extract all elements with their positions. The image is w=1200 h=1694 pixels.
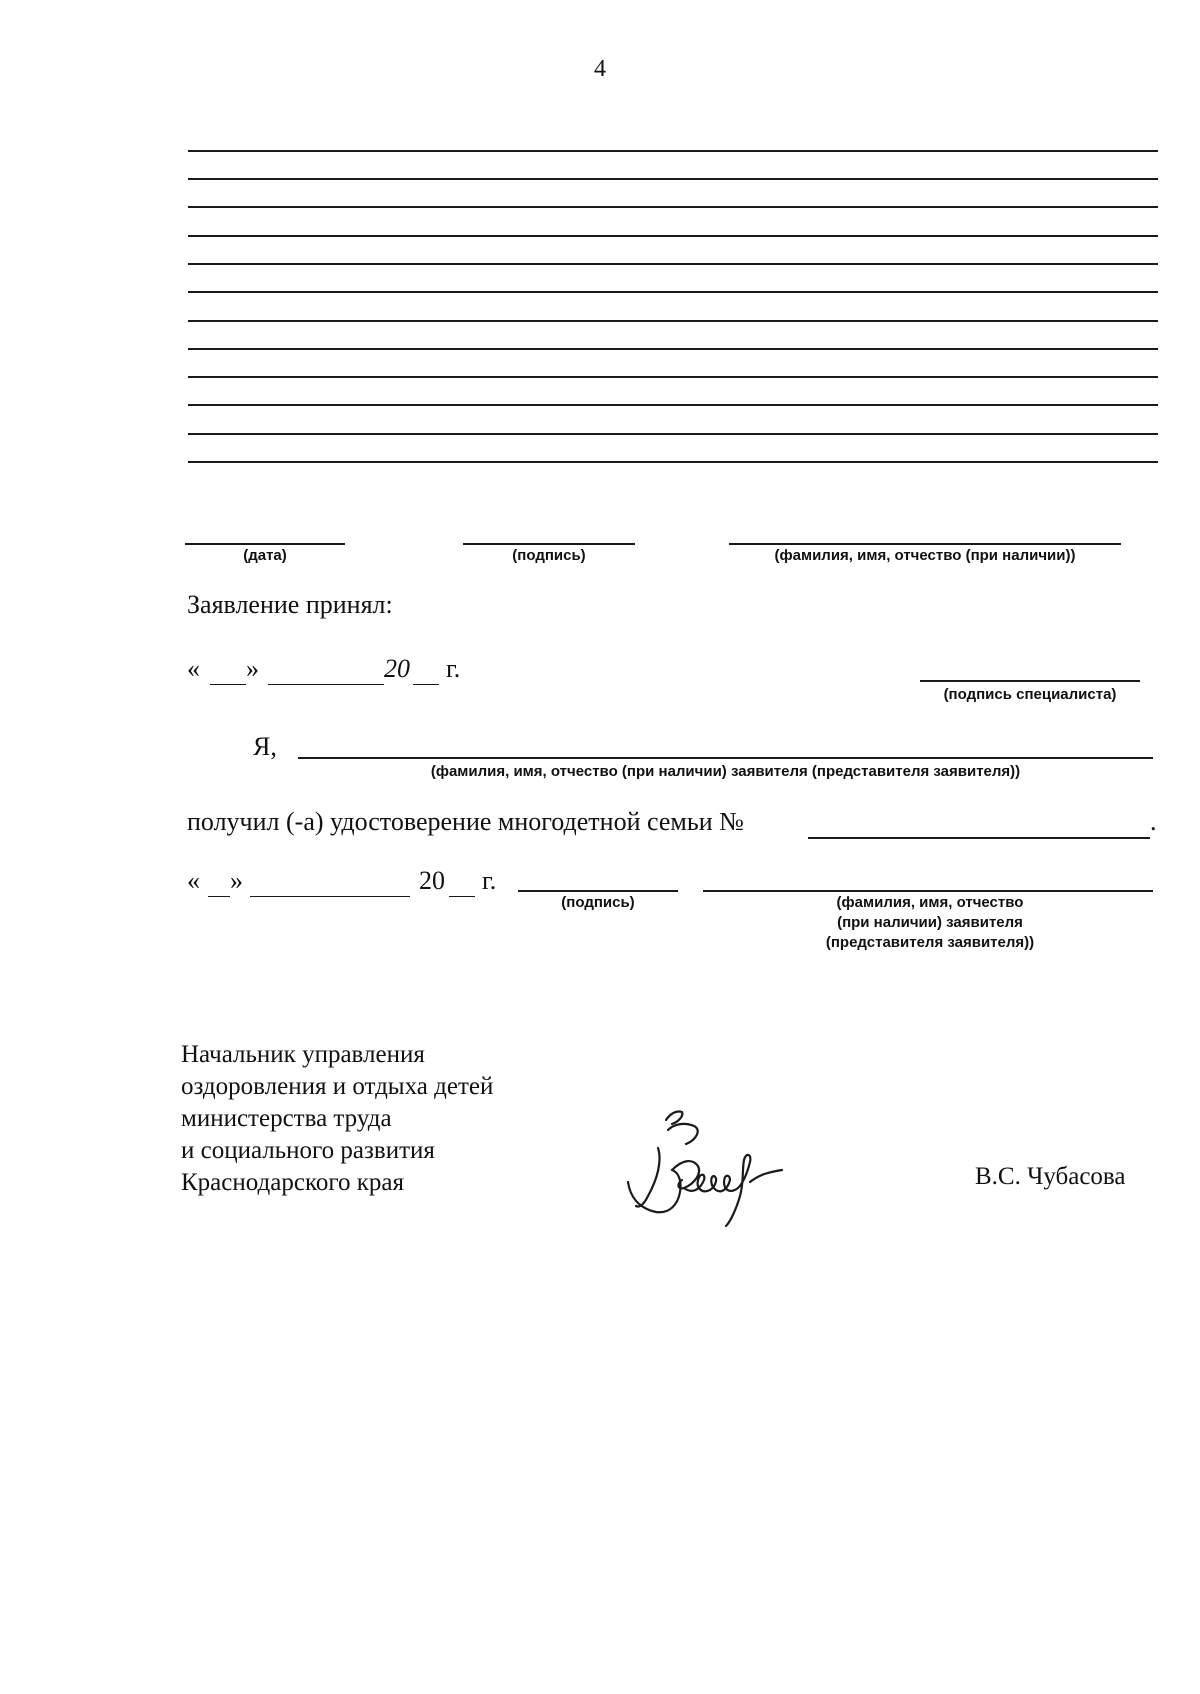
date-close-quote: » xyxy=(246,654,259,683)
full-name-field-line[interactable] xyxy=(729,543,1121,545)
blank-line[interactable] xyxy=(188,235,1158,237)
signature-caption: (подпись) xyxy=(512,547,586,564)
receipt-signature-line[interactable] xyxy=(518,890,678,892)
full-name-caption: (фамилия, имя, отчество (при наличии)) xyxy=(774,547,1076,564)
year-prefix: 20 xyxy=(384,654,410,683)
signatory-name: В.С. Чубасова xyxy=(975,1163,1126,1190)
receipt-name-caption-3: (представителя заявителя)) xyxy=(825,934,1035,951)
receipt-day-field-line[interactable] xyxy=(208,896,230,897)
day-field-line[interactable] xyxy=(210,684,246,685)
receipt-year-field-line[interactable] xyxy=(449,896,475,897)
blank-line[interactable] xyxy=(188,348,1158,350)
date-caption: (дата) xyxy=(243,547,287,564)
applicant-name-caption: (фамилия, имя, отчество (при наличии) заявителя (представителя заявителя)) xyxy=(430,763,1021,780)
page-number: 4 xyxy=(594,56,606,82)
receipt-year-suffix: г. xyxy=(482,866,497,895)
specialist-signature-caption: (подпись специалиста) xyxy=(943,686,1117,703)
blank-line[interactable] xyxy=(188,404,1158,406)
receipt-date-close-quote: » xyxy=(230,866,243,895)
blank-line[interactable] xyxy=(188,291,1158,293)
blank-line[interactable] xyxy=(188,376,1158,378)
position-line: министерства труда xyxy=(181,1105,392,1132)
blank-line[interactable] xyxy=(188,320,1158,322)
position-line: Начальник управления xyxy=(181,1041,425,1068)
certificate-number-line[interactable] xyxy=(808,837,1150,839)
year-field-line[interactable] xyxy=(413,684,439,685)
receipt-signature-caption: (подпись) xyxy=(561,894,635,911)
receipt-month-field-line[interactable] xyxy=(250,896,410,897)
received-text: получил (-а) удостоверение многодетной семьи № xyxy=(187,807,744,836)
blank-line[interactable] xyxy=(188,263,1158,265)
receipt-year-prefix: 20 xyxy=(419,866,445,895)
specialist-signature-line[interactable] xyxy=(920,680,1140,682)
blank-line[interactable] xyxy=(188,206,1158,208)
blank-line[interactable] xyxy=(188,178,1158,180)
year-suffix: г. xyxy=(446,654,461,683)
receipt-full-name-line[interactable] xyxy=(703,890,1153,892)
end-dot: . xyxy=(1150,807,1157,836)
date-open-quote: « xyxy=(187,654,200,683)
i-label: Я, xyxy=(253,732,277,761)
applicant-name-line[interactable] xyxy=(298,757,1153,759)
position-line: и социального развития xyxy=(181,1137,435,1164)
date-field-line[interactable] xyxy=(185,543,345,545)
receipt-date-open-quote: « xyxy=(187,866,200,895)
receipt-name-caption-2: (при наличии) заявителя xyxy=(837,914,1023,931)
blank-line[interactable] xyxy=(188,150,1158,152)
month-field-line[interactable] xyxy=(268,684,384,685)
accepted-title: Заявление принял: xyxy=(187,590,393,619)
receipt-name-caption-1: (фамилия, имя, отчество xyxy=(836,894,1024,911)
blank-line[interactable] xyxy=(188,433,1158,435)
handwritten-signature xyxy=(618,1100,858,1230)
signature-field-line[interactable] xyxy=(463,543,635,545)
blank-line[interactable] xyxy=(188,461,1158,463)
position-line: Краснодарского края xyxy=(181,1169,404,1196)
position-line: оздоровления и отдыха детей xyxy=(181,1073,494,1100)
